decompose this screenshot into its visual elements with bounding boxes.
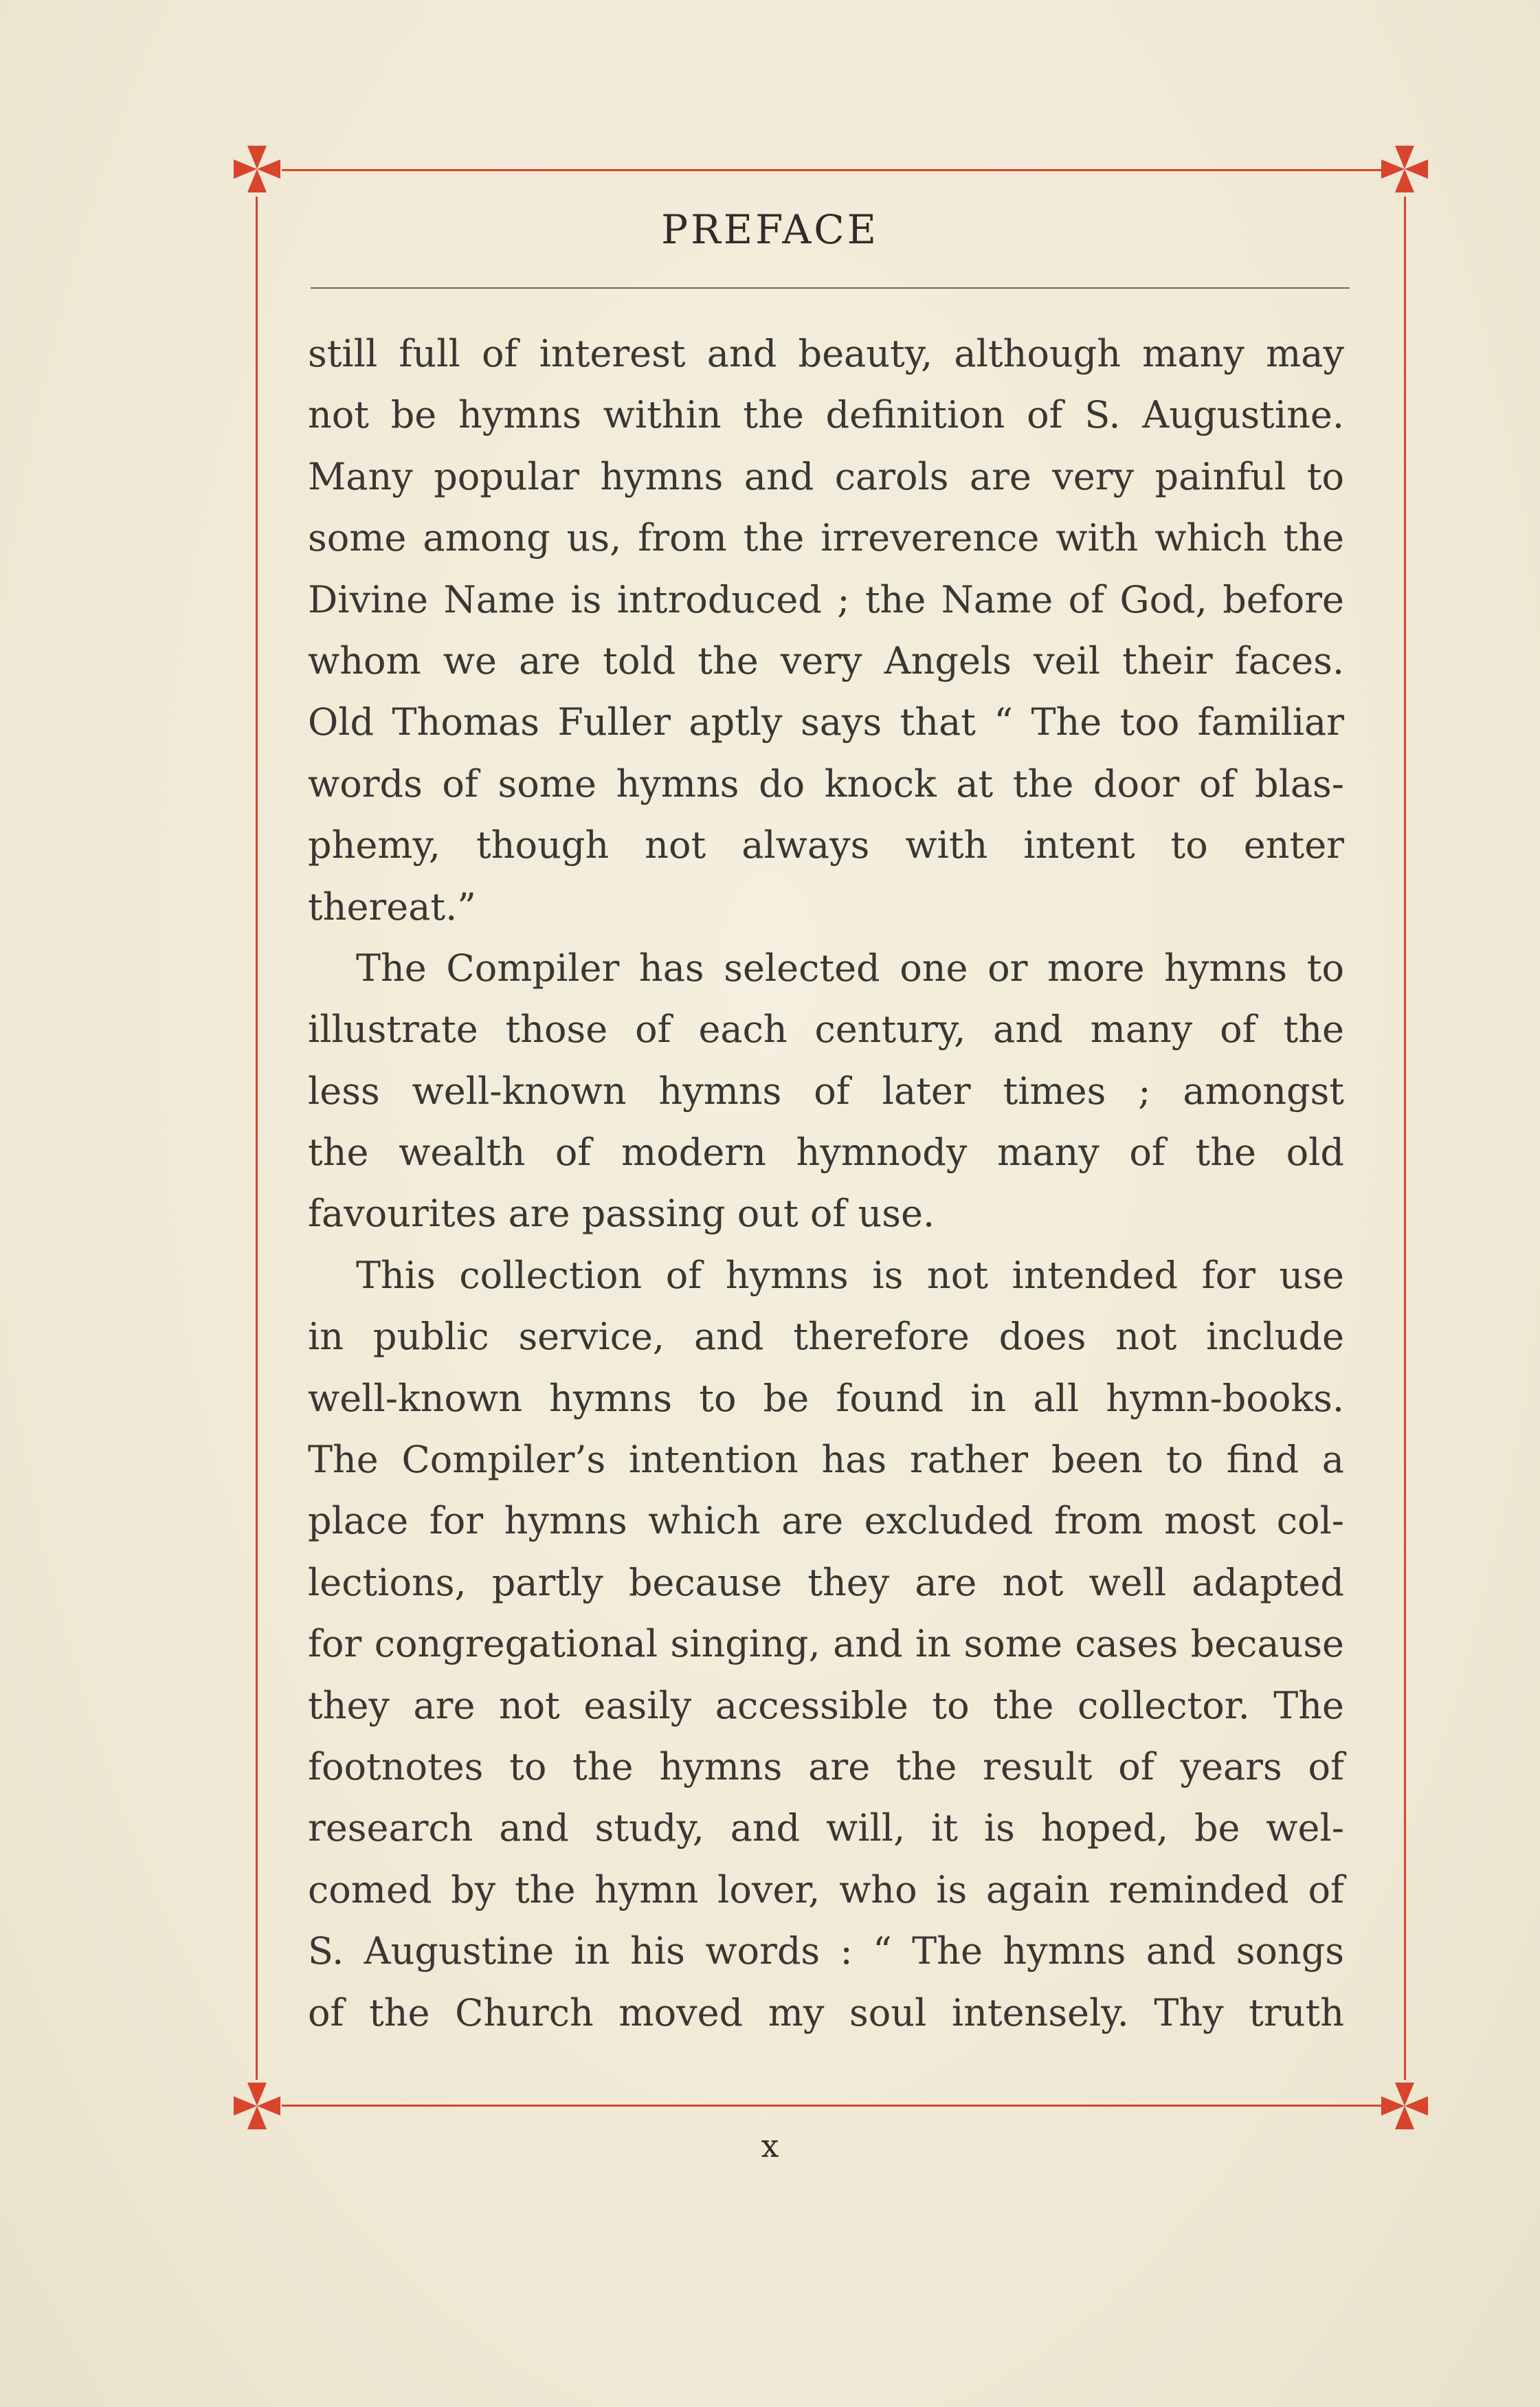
text-line: thereat.”	[308, 885, 476, 929]
maltese-cross-icon	[230, 2078, 284, 2133]
text-line: well-known hymns to be found in all hymn-books.	[308, 1376, 1344, 1420]
text-line: Divine Name is introduced ; the Name of God, before	[308, 577, 1344, 621]
maltese-cross-icon	[1377, 2078, 1432, 2133]
text-line: S. Augustine in his words : “ The hymns and songs	[308, 1929, 1344, 1973]
maltese-cross-icon	[1377, 142, 1432, 197]
text-line: phemy, though not always with intent to enter	[308, 823, 1344, 867]
text-line: favourites are passing out of use.	[308, 1192, 935, 1236]
maltese-cross-icon	[230, 142, 284, 197]
title-divider	[311, 287, 1350, 289]
page-number: x	[761, 2127, 779, 2164]
text-line: in public service, and therefore does not include	[308, 1315, 1344, 1359]
text-line: place for hymns which are excluded from most col-	[308, 1499, 1344, 1543]
frame-top-line	[282, 169, 1390, 171]
body-text	[308, 323, 1344, 2043]
text-line: This collection of hymns is not intended for use	[356, 1253, 1344, 1297]
frame-left-line	[256, 197, 258, 2080]
text-line: Old Thomas Fuller aptly says that “ The too familiar	[308, 700, 1344, 744]
text-line: whom we are told the very Angels veil their faces.	[308, 639, 1344, 683]
text-line: they are not easily accessible to the collector. The	[308, 1683, 1344, 1727]
frame-bottom-line	[282, 2105, 1390, 2107]
text-line: of the Church moved my soul intensely. Thy truth	[308, 1990, 1344, 2034]
text-line: for congregational singing, and in some cases because	[308, 1622, 1344, 1666]
text-line: not be hymns within the definition of S. Augustine.	[308, 393, 1344, 437]
text-line: words of some hymns do knock at the door of blas-	[308, 762, 1344, 806]
text-line: illustrate those of each century, and many of the	[308, 1008, 1344, 1052]
page-title: PREFACE	[661, 206, 879, 253]
text-line: research and study, and will, it is hoped, be wel-	[308, 1806, 1344, 1850]
text-line: the wealth of modern hymnody many of the old	[308, 1131, 1344, 1175]
text-line: Many popular hymns and carols are very painful to	[308, 454, 1344, 498]
frame-right-line	[1404, 197, 1406, 2080]
text-line: lections, partly because they are not well adapted	[308, 1560, 1344, 1604]
text-line: less well-known hymns of later times ; amongst	[308, 1069, 1344, 1113]
text-line: still full of interest and beauty, although many may	[308, 332, 1344, 375]
text-line: The Compiler has selected one or more hymns to	[356, 946, 1344, 990]
text-line: footnotes to the hymns are the result of years of	[308, 1744, 1344, 1788]
text-line: some among us, from the irreverence with which the	[308, 516, 1344, 560]
text-line: The Compiler’s intention has rather been to find a	[308, 1438, 1344, 1482]
text-line: comed by the hymn lover, who is again reminded of	[308, 1867, 1344, 1911]
